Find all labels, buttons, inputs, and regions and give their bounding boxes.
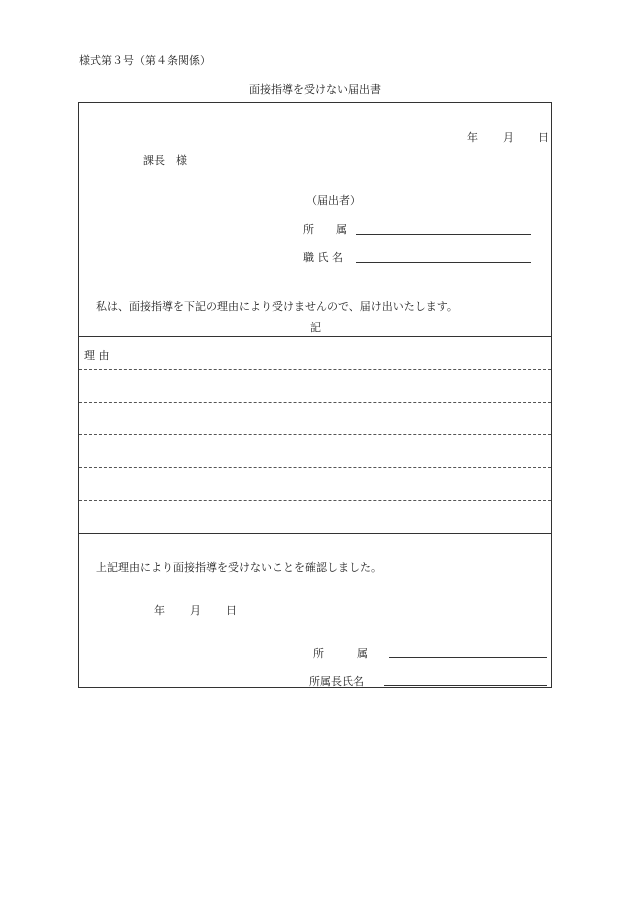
reason-line[interactable]: [79, 369, 551, 370]
ki-label: 記: [310, 321, 321, 334]
confirmation-year-label: 年: [154, 604, 165, 617]
reason-section-bottom-border: [79, 533, 551, 534]
applicant-name-line[interactable]: [356, 262, 531, 263]
reason-line[interactable]: [79, 402, 551, 403]
confirmation-month-label: 月: [190, 604, 201, 617]
form-number: 様式第３号（第４条関係）: [79, 54, 211, 67]
reason-label: 理 由: [84, 349, 110, 362]
form-frame: [78, 102, 552, 688]
applicant-name-label: 職 氏 名: [303, 251, 343, 264]
confirmation-text: 上記理由により面接指導を受けないことを確認しました。: [96, 561, 382, 574]
reason-line[interactable]: [79, 467, 551, 468]
header-day-label: 日: [538, 131, 549, 144]
confirmation-affiliation-label: 所 属: [313, 647, 368, 660]
statement-text: 私は、面接指導を下記の理由により受けませんので、届け出いたします。: [96, 300, 458, 313]
confirmation-head-name-line[interactable]: [384, 685, 547, 686]
applicant-heading: （届出者）: [306, 194, 361, 207]
confirmation-day-label: 日: [226, 604, 237, 617]
header-month-label: 月: [503, 131, 514, 144]
applicant-affiliation-label: 所 属: [303, 223, 347, 236]
header-year-label: 年: [467, 131, 478, 144]
reason-line[interactable]: [79, 434, 551, 435]
applicant-affiliation-line[interactable]: [356, 234, 531, 235]
addressee: 課長 様: [143, 154, 187, 167]
reason-line[interactable]: [79, 500, 551, 501]
reason-section-top-border: [79, 336, 551, 337]
confirmation-head-name-label: 所属長氏名: [309, 675, 364, 688]
document-title: 面接指導を受けない届出書: [249, 83, 381, 96]
confirmation-affiliation-line[interactable]: [389, 657, 547, 658]
